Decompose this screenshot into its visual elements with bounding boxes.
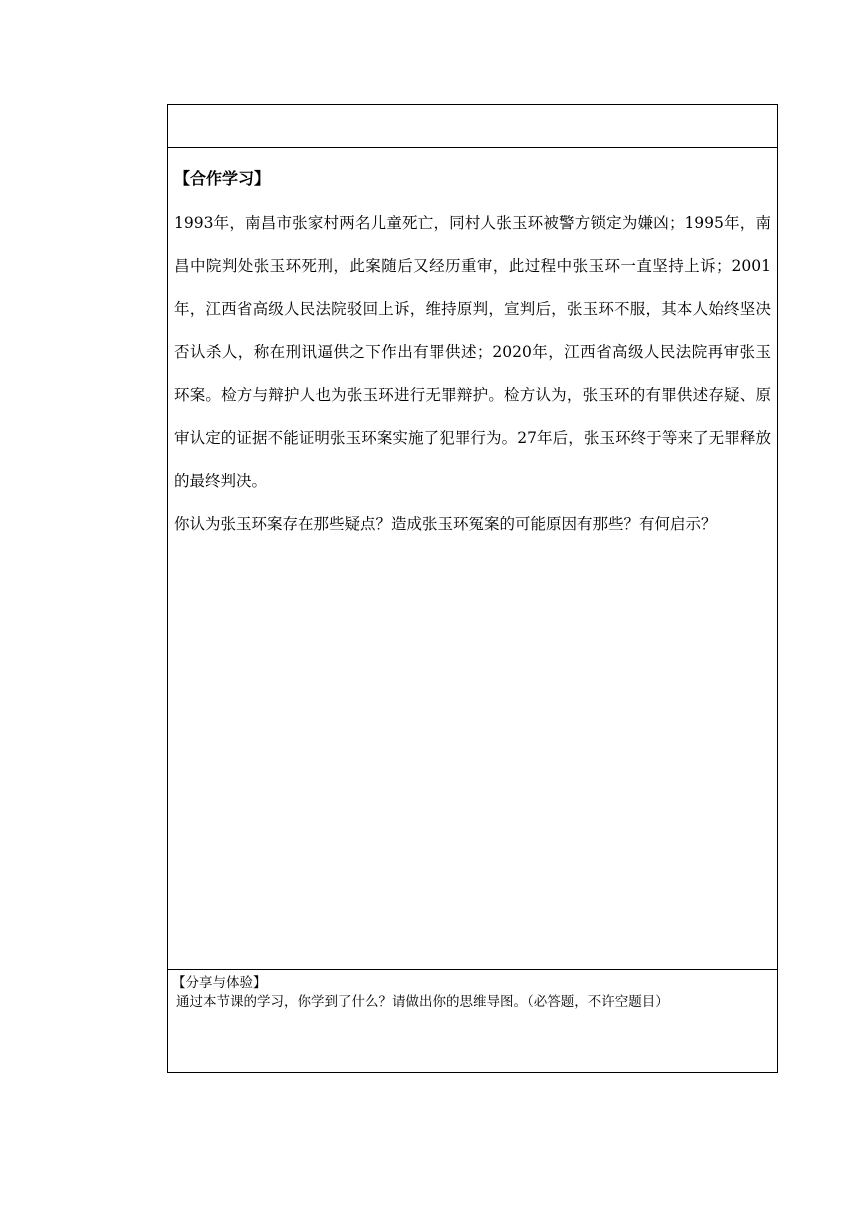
worksheet-table: [167, 104, 778, 1073]
share-experience-prompt: 通过本节课的学习，你学到了什么？请做出你的思维导图。（必答题，不许空题目）: [176, 994, 669, 1010]
empty-header-row: [168, 105, 777, 148]
share-experience-heading: 【分享与体验】: [172, 975, 267, 991]
share-experience-section: [168, 970, 777, 1072]
case-description-paragraph: 1993年，南昌市张家村两名儿童死亡，同村人张玉环被警方锁定为嫌凶；1995年，南昌中院判处张玉环死刑，此案随后又经历重审，此过程中张玉环一直坚持上诉；2001年，江西省高级人民法院驳回上诉，维持原判，宣判后，张玉环不服，其本人始终坚决否认杀人，称在刑讯逼供之下作出有罪供述；2020年，江西省高级人民法院再审张玉环案。检方与辩护人也为张玉环进行无罪辩护。检方认为，张玉环的有罪供述存疑、原审认定的证据不能证明张玉环案实施了犯罪行为。27年后，张玉环终于等来了无罪释放的最终判决。: [174, 214, 771, 490]
cooperative-learning-heading: 【合作学习】: [174, 169, 271, 188]
cooperative-learning-section: [168, 148, 777, 970]
discussion-question: 你认为张玉环案存在那些疑点？造成张玉环冤案的可能原因有那些？有何启示？: [174, 515, 717, 533]
